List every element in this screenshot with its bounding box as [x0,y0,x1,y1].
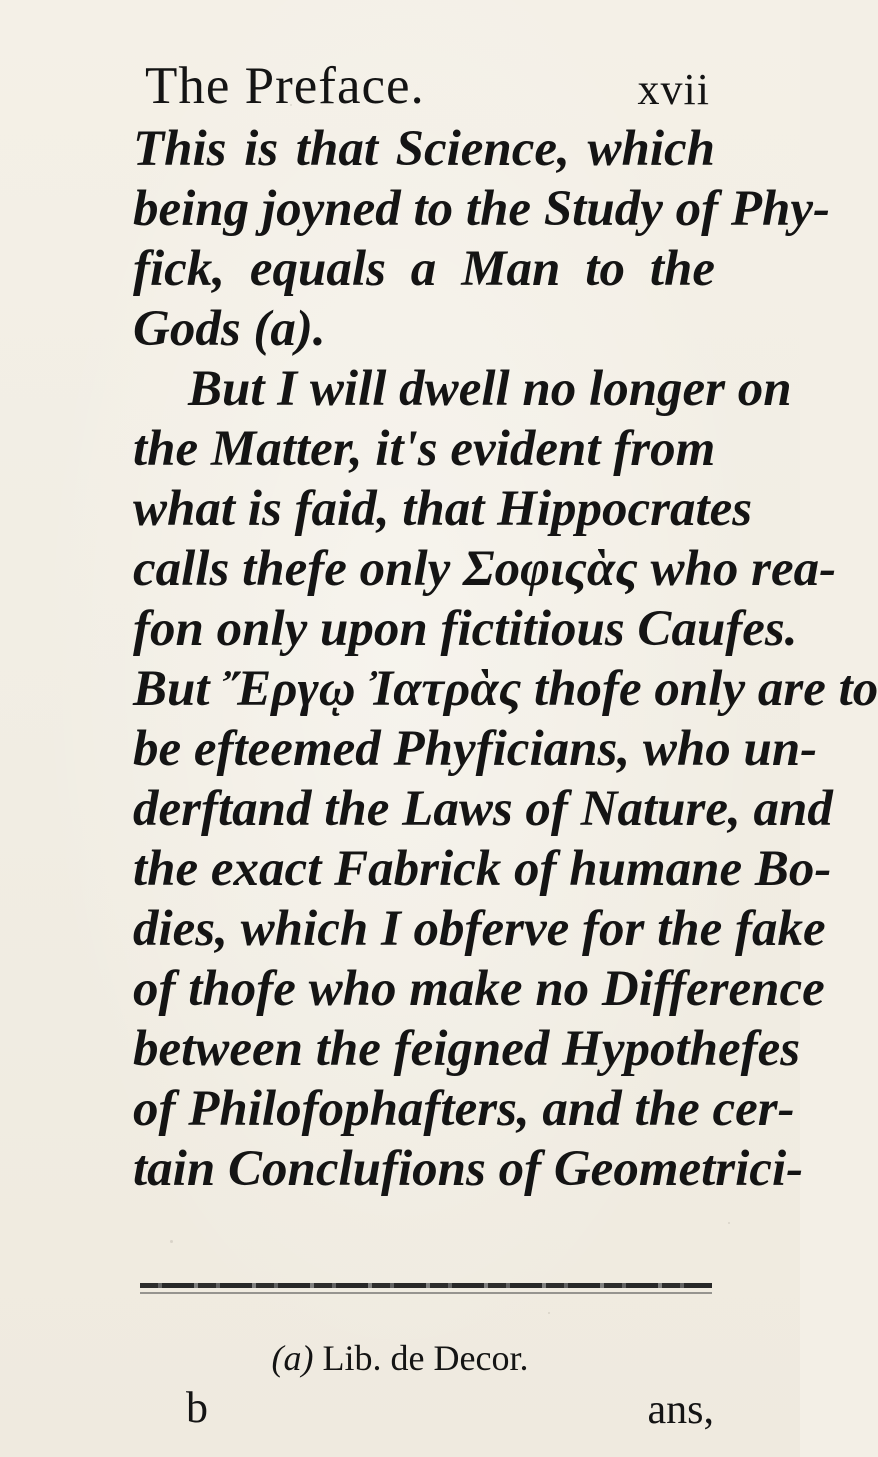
text-line: dies, which I obferve for the fake [133,901,826,957]
text-line: But Ἔργῳ Ἰατρὰς thofe only are to [133,661,878,717]
catchword: ans, [647,1387,714,1433]
text-line: tain Conclufions of Geometrici- [133,1141,804,1197]
text-line: Gods (a). [133,301,326,357]
text-line: between the feigned Hypothefes [133,1021,801,1077]
text-line: of Philofophafters, and the cer- [133,1081,795,1137]
text-line: of thofe who make no Difference [133,961,825,1017]
footnote [0,1340,800,1376]
text-line: fick, equals a Man to the [133,241,715,297]
text-line: calls thefe only Σοφιςὰς who rea- [133,541,837,597]
text-line: the exact Fabrick of humane Bo- [133,841,832,897]
text-line: what is faid, that Hippocrates [133,481,753,537]
page-header [145,57,710,115]
footnote-rule-shadow [140,1292,712,1294]
text-line: be efteemed Phyficians, who un- [133,721,818,777]
text-line: This is that Science, which [133,121,715,177]
page-number: xvii [637,65,710,114]
paper-speck [290,104,292,106]
footnote-rule [140,1283,712,1288]
paper-speck [728,1222,730,1224]
paper-speck [170,1240,173,1243]
paper-speck [548,1312,550,1314]
text-line: being joyned to the Study of Phy- [133,181,830,237]
footnote-marker: (a) [271,1338,314,1378]
text-line: fon only upon fictitious Caufes. [133,601,798,657]
running-head: The Preface. [145,57,425,115]
text-line: the Matter, it's evident from [133,421,716,477]
footnote-text: Lib. de Decor. [322,1338,529,1378]
text-line: derftand the Laws of Nature, and [133,781,833,837]
text-line: But I will dwell no longer on [188,361,792,417]
signature-mark: b [186,1383,208,1432]
